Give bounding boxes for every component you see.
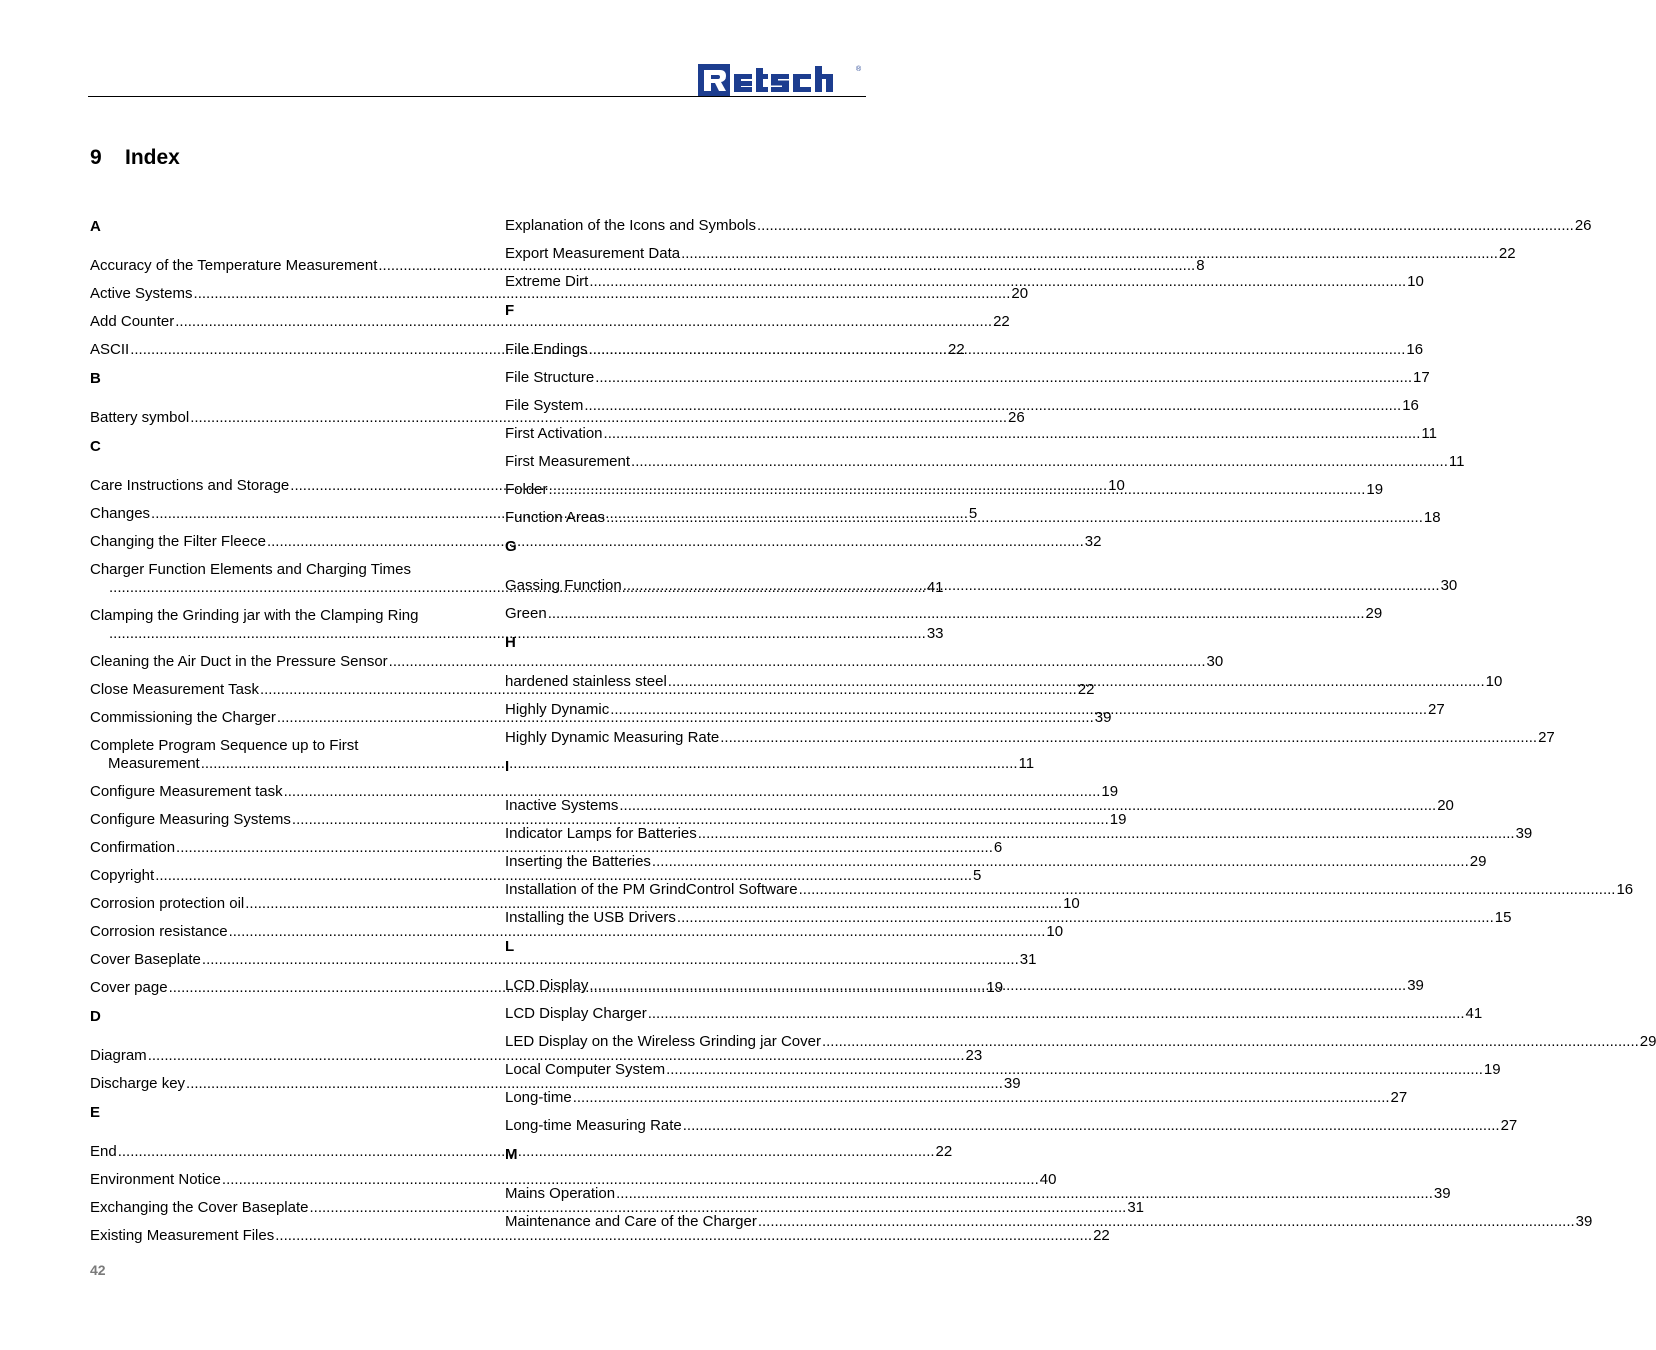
dot-leader <box>666 1061 1483 1079</box>
index-entry <box>505 420 1437 448</box>
index-letter-heading: E <box>90 1104 101 1121</box>
index-entry-term: Configure Measurement task <box>90 783 283 800</box>
index-entry-term: Configure Measuring Systems <box>90 811 291 828</box>
index-entry <box>505 1000 1483 1028</box>
index-entry-page: 11 <box>1421 425 1437 442</box>
dot-leader <box>606 509 1423 527</box>
index-entry-page: 19 <box>986 979 1004 996</box>
index-entry <box>505 848 1487 876</box>
index-entry-page: 40 <box>1039 1171 1057 1188</box>
index-entry-term: Changes <box>90 505 151 522</box>
registered-mark: ® <box>856 66 862 73</box>
index-entry <box>505 364 1430 392</box>
index-entry <box>505 820 1533 848</box>
index-entry-page: 22 <box>1498 245 1516 262</box>
index-entry-term: Diagram <box>90 1047 147 1064</box>
index-entry-term: Active Systems <box>90 285 193 302</box>
index-entry-term: Extreme Dirt <box>505 273 589 290</box>
index-entry-term: Commissioning the Charger <box>90 709 276 726</box>
index-entry-term: Changing the Filter Fleece <box>90 533 266 550</box>
index-entry-term: Export Measurement Data <box>505 245 681 262</box>
index-entry-term: Long-time <box>505 1089 572 1106</box>
index-entry-term: LCD Display <box>505 977 589 994</box>
index-entry-term: Discharge key <box>90 1075 186 1092</box>
index-entry-page: 19 <box>1101 783 1119 800</box>
dot-leader <box>757 217 1574 235</box>
index-entry-term: First Measurement <box>505 453 631 470</box>
chapter-number: 9 <box>90 146 102 169</box>
dot-leader <box>548 605 1365 623</box>
index-entry-term: Battery symbol <box>90 409 190 426</box>
index-entry-page: 30 <box>1206 653 1224 670</box>
index-entry-page: 20 <box>1011 285 1029 302</box>
index-entry-page: 27 <box>1500 1117 1518 1134</box>
index-entry-page: 16 <box>1406 341 1424 358</box>
index-entry-page: 22 <box>1077 681 1095 698</box>
index-entry-page: 39 <box>1515 825 1533 842</box>
index-entry-page: 10 <box>1046 923 1064 940</box>
index-entry-term: Indicator Lamps for Batteries <box>505 825 697 842</box>
retsch-logo <box>698 62 866 96</box>
index-entry-term: Corrosion protection oil <box>90 895 245 912</box>
index-entry-term: File System <box>505 397 584 414</box>
index-entry <box>90 918 1064 946</box>
index-entry-term: Confirmation <box>90 839 176 856</box>
index-entry-term: End <box>90 1143 117 1160</box>
chapter-title: Index <box>125 146 180 169</box>
index-entry-page: 11 <box>1448 453 1465 470</box>
index-entry-page: 33 <box>926 625 944 642</box>
index-entry-term: Installing the USB Drivers <box>505 909 676 926</box>
index-entry-page: 39 <box>1575 1213 1593 1230</box>
index-entry-term: Gassing Function <box>505 577 622 594</box>
index-entry <box>505 724 1555 752</box>
index-entry-page: 16 <box>1616 881 1634 898</box>
index-entry-page: 10 <box>1407 273 1424 290</box>
index-entry-page: 22 <box>948 341 965 358</box>
index-entry-term: Cleaning the Air Duct in the Pressure Sensor <box>90 653 388 670</box>
dot-leader <box>589 977 1406 995</box>
index-entry <box>505 240 1516 268</box>
header-rule <box>88 96 866 97</box>
index-letter-heading: A <box>90 218 101 235</box>
index-entry-term: Local Computer System <box>505 1061 666 1078</box>
index-entry-term: Care Instructions and Storage <box>90 477 290 494</box>
index-entry-term: Add Counter <box>90 313 175 330</box>
index-entry-page: 18 <box>1423 509 1441 526</box>
index-entry-term: Mains Operation <box>505 1185 616 1202</box>
dot-leader <box>758 1213 1575 1231</box>
index-entry-page: 31 <box>1127 1199 1144 1216</box>
index-entry-page: 39 <box>1003 1075 1021 1092</box>
index-entry-page: 39 <box>1094 709 1112 726</box>
index-entry <box>90 1138 953 1166</box>
dot-leader <box>698 825 1515 843</box>
index-letter-heading: C <box>90 438 101 455</box>
index-entry-page: 15 <box>1494 909 1512 926</box>
index-entry-page: 39 <box>1407 977 1424 994</box>
index-entry-page: 26 <box>1574 217 1592 234</box>
index-entry-term: Green <box>505 605 547 622</box>
index-entry-term: Folder <box>505 481 548 498</box>
index-entry <box>90 648 1224 676</box>
index-entry-page: 22 <box>993 313 1010 330</box>
index-entry-page: 10 <box>1063 895 1080 912</box>
index-letter-heading: H <box>505 634 516 651</box>
index-letter-heading: I <box>505 758 510 775</box>
index-entry-term: Close Measurement Task <box>90 681 259 698</box>
index-entry-page: 23 <box>965 1047 983 1064</box>
index-entry-page: 41 <box>926 579 944 596</box>
index-entry-term: Inactive Systems <box>505 797 619 814</box>
dot-leader <box>623 577 1440 595</box>
index-letter-heading: D <box>90 1008 101 1025</box>
index-entry <box>505 600 1383 628</box>
index-entry-page: 27 <box>1428 701 1445 718</box>
index-entry-term: Highly Dynamic Measuring Rate <box>505 729 720 746</box>
dot-leader <box>584 397 1401 415</box>
dot-leader <box>799 881 1616 899</box>
index-entry <box>505 448 1465 476</box>
index-letter-heading: B <box>90 370 101 387</box>
index-entry-term: Inserting the Batteries <box>505 853 651 870</box>
index-entry-page: 11 <box>1018 755 1035 772</box>
dot-leader <box>822 1033 1639 1051</box>
retsch-logo-graphic <box>698 62 866 96</box>
index-entry-page: 20 <box>1437 797 1454 814</box>
index-entry-term: First Activation <box>505 425 603 442</box>
dot-leader <box>631 453 1448 471</box>
dot-leader <box>595 369 1412 387</box>
index-entry-term: Clamping the Grinding jar with the Clamping Ring <box>90 607 419 624</box>
index-entry-term-continued: Measurement <box>108 755 200 772</box>
dot-leader <box>549 481 1366 499</box>
index-entry-term: Complete Program Sequence up to First <box>90 737 359 754</box>
index-entry-term: Corrosion resistance <box>90 923 228 940</box>
index-entry-page: 27 <box>1390 1089 1408 1106</box>
index-entry-page: 22 <box>935 1143 953 1160</box>
index-entry <box>90 308 1010 336</box>
index-entry-page: 30 <box>1440 577 1458 594</box>
dot-leader <box>677 909 1494 927</box>
index-entry-term: LCD Display Charger <box>505 1005 647 1022</box>
index-letter-heading: G <box>505 538 517 555</box>
index-entry-page: 26 <box>1008 409 1025 426</box>
dot-leader <box>589 341 1406 359</box>
index-entry-page: 10 <box>1485 673 1503 690</box>
dot-leader <box>604 425 1421 443</box>
index-entry-term: ASCII <box>90 341 130 358</box>
index-entry <box>505 1084 1408 1112</box>
index-entry-page: 29 <box>1639 1033 1656 1050</box>
chapter-heading <box>90 144 180 172</box>
index-entry-page: 5 <box>968 505 978 522</box>
index-entry-page: 6 <box>993 839 1003 856</box>
dot-leader <box>619 797 1436 815</box>
index-entry <box>505 212 1592 240</box>
index-entry-page: 19 <box>1483 1061 1501 1078</box>
index-entry-term: Installation of the PM GrindControl Software <box>505 881 798 898</box>
dot-leader <box>652 853 1469 871</box>
index-entry-page: 41 <box>1465 1005 1483 1022</box>
index-entry-page: 10 <box>1108 477 1125 494</box>
index-entry <box>90 528 1102 556</box>
index-entry-term: Long-time Measuring Rate <box>505 1117 682 1134</box>
index-entry-page: 19 <box>1109 811 1127 828</box>
dot-leader <box>681 245 1498 263</box>
dot-leader <box>683 1117 1500 1135</box>
index-entry-page: 32 <box>1084 533 1102 550</box>
index-entry-term: Exchanging the Cover Baseplate <box>90 1199 309 1216</box>
index-entry-page: 31 <box>1019 951 1037 968</box>
index-entry-term: Copyright <box>90 867 155 884</box>
dot-leader <box>589 273 1406 291</box>
page-number: 42 <box>90 1262 106 1278</box>
index-entry <box>505 1112 1518 1140</box>
dot-leader <box>668 673 1485 691</box>
index-letter-heading: M <box>505 1146 518 1163</box>
dot-leader <box>610 701 1427 719</box>
dot-leader <box>573 1089 1390 1107</box>
index-entry-term: LED Display on the Wireless Grinding jar Cover <box>505 1033 821 1050</box>
index-entry-page: 16 <box>1402 397 1419 414</box>
index-letter-heading: F <box>505 302 515 319</box>
index-entry-page: 39 <box>1433 1185 1451 1202</box>
index-entry-page: 17 <box>1413 369 1430 386</box>
index-entry-term: Existing Measurement Files <box>90 1227 275 1244</box>
index-entry-term: Cover Baseplate <box>90 951 201 968</box>
index-entry-term: Charger Function Elements and Charging Times <box>90 561 411 578</box>
index-entry-page: 22 <box>1093 1227 1110 1244</box>
index-entry-term: Highly Dynamic <box>505 701 610 718</box>
index-entry-page: 8 <box>1196 257 1205 274</box>
dot-leader <box>720 729 1537 747</box>
index-entry-term: Explanation of the Icons and Symbols <box>505 217 756 234</box>
index-entry <box>505 504 1441 532</box>
index-entry <box>90 1222 1110 1250</box>
index-entry-page: 29 <box>1469 853 1487 870</box>
index-entry-term: File Structure <box>505 369 595 386</box>
dot-leader <box>616 1185 1433 1203</box>
index-entry-page: 27 <box>1538 729 1555 746</box>
index-entry-page: 5 <box>973 867 982 884</box>
index-entry-term: Accuracy of the Temperature Measurement <box>90 257 378 274</box>
index-entry-term: Function Areas <box>505 509 606 526</box>
index-entry-term: Environment Notice <box>90 1171 221 1188</box>
index-entry-term: hardened stainless steel <box>505 673 667 690</box>
index-entry-term: Cover page <box>90 979 168 996</box>
index-entry <box>90 946 1037 974</box>
index-letter-heading: L <box>505 938 515 955</box>
index-entry-term: File Endings <box>505 341 588 358</box>
dot-leader <box>648 1005 1465 1023</box>
index-entry-term: Maintenance and Care of the Charger <box>505 1213 757 1230</box>
index-entry-page: 19 <box>1366 481 1384 498</box>
index-entry-page: 29 <box>1365 605 1383 622</box>
